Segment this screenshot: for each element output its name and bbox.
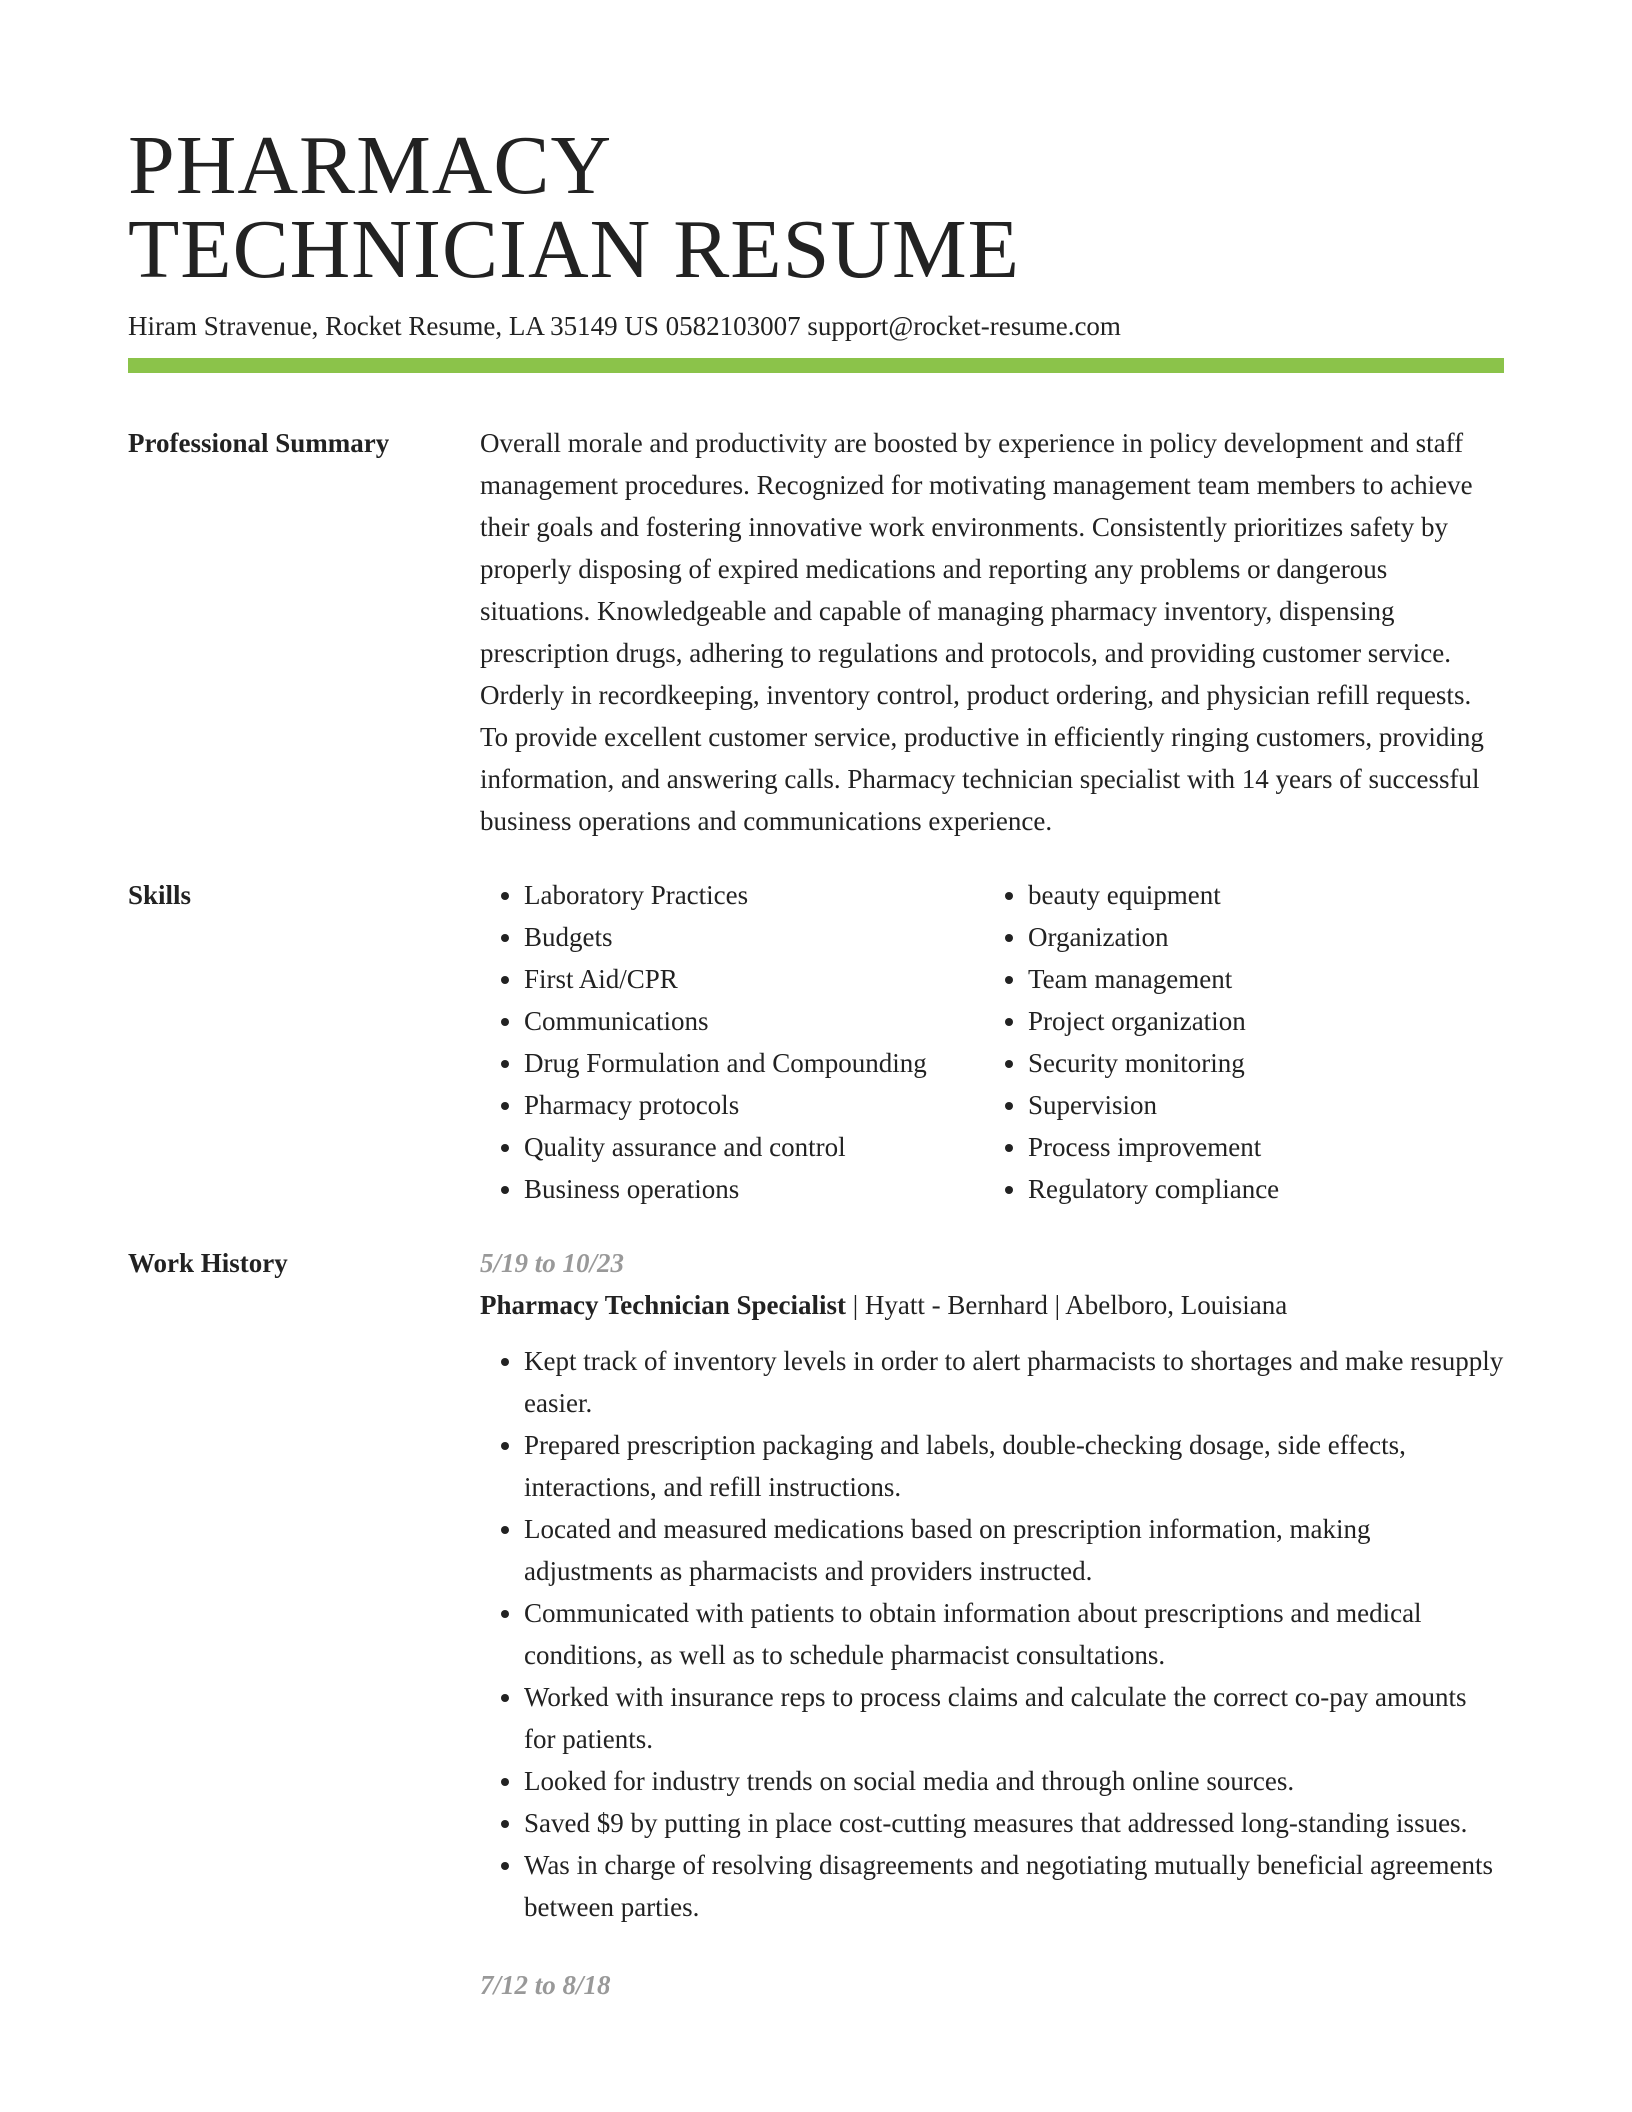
summary-text: Overall morale and productivity are boosted by experience in policy development and staff management procedures. Recognized for motivating management team members to achieve their goals and fostering innovative work environments. Consistently prioritizes safety by properly disposing of expired medications and reporting any problems or dangerous situations. Knowledgeable and capable of managing pharmacy inventory, dispensing prescription drugs, adhering to regulations and protocols, and providing customer service. Orderly in recordkeeping, inventory control, product ordering, and physician refill requests. To provide excellent customer service, productive in efficiently ringing customers, providing information, and answering calls. Pharmacy technician specialist with 14 years of successful business operations and communications experience. <box>480 428 1484 836</box>
skill-item: • Security monitoring <box>1028 1042 1279 1084</box>
skill-item: • Budgets <box>524 916 984 958</box>
job-title: Pharmacy Technician Specialist <box>480 1290 847 1320</box>
skill-item: • Business operations <box>524 1168 984 1210</box>
accent-divider <box>128 358 1504 373</box>
skill-item: • Project organization <box>1028 1000 1279 1042</box>
duty-item: • Located and measured medications based on prescription information, making adjustments as pharmacists and providers instructed. <box>524 1508 1504 1592</box>
skill-item: • First Aid/CPR <box>524 958 984 1000</box>
skill-item: • Pharmacy protocols <box>524 1084 984 1126</box>
duty-item: • Worked with insurance reps to process claims and calculate the correct co-pay amounts for patients. <box>524 1676 1504 1760</box>
skill-item: • Process improvement <box>1028 1126 1279 1168</box>
duty-item: • Looked for industry trends on social media and through online sources. <box>524 1760 1504 1802</box>
job-dates: 5/19 to 10/23 <box>480 1248 625 1278</box>
skill-item: • Organization <box>1028 916 1279 958</box>
job-heading <box>480 1284 1504 1326</box>
skill-item: • Team management <box>1028 958 1279 1000</box>
job-entry <box>480 1964 1504 2006</box>
section-label-skills: Skills <box>128 880 192 910</box>
skills-list-right <box>984 874 1279 1210</box>
skill-item: • Supervision <box>1028 1084 1279 1126</box>
skill-item: • Laboratory Practices <box>524 874 984 916</box>
job-duties-list <box>480 1340 1504 1928</box>
skills-section <box>128 874 1504 1210</box>
job-entry <box>480 1242 1504 1928</box>
section-label-summary: Professional Summary <box>128 428 390 458</box>
skill-item: • Drug Formulation and Compounding <box>524 1042 984 1084</box>
section-label-work: Work History <box>128 1248 288 1278</box>
resume-page <box>128 0 1504 2006</box>
duty-item: • Kept track of inventory levels in order to alert pharmacists to shortages and make resupply easier. <box>524 1340 1504 1424</box>
title-line-2: TECHNICIAN RESUME <box>128 203 1020 296</box>
skill-item: • Communications <box>524 1000 984 1042</box>
duty-item: • Communicated with patients to obtain information about prescriptions and medical conditions, as well as to schedule pharmacist consultations. <box>524 1592 1504 1676</box>
resume-title <box>128 0 1504 296</box>
title-line-1: PHARMACY <box>128 119 613 212</box>
professional-summary-section <box>128 422 1504 842</box>
work-history-section <box>128 1242 1504 2006</box>
contact-line: Hiram Stravenue, Rocket Resume, LA 35149 US 0582103007 support@rocket-resume.com <box>128 311 1121 341</box>
duty-item: • Was in charge of resolving disagreements and negotiating mutually beneficial agreements between parties. <box>524 1844 1504 1928</box>
skills-list-left <box>480 874 984 1210</box>
duty-item: • Prepared prescription packaging and labels, double-checking dosage, side effects, interactions, and refill instructions. <box>524 1424 1504 1508</box>
skill-item: • beauty equipment <box>1028 874 1279 916</box>
duty-item: • Saved $9 by putting in place cost-cutting measures that addressed long-standing issues. <box>524 1802 1504 1844</box>
skill-item: • Regulatory compliance <box>1028 1168 1279 1210</box>
job-dates: 7/12 to 8/18 <box>480 1970 611 2000</box>
skill-item: • Quality assurance and control <box>524 1126 984 1168</box>
job-employer-location: | Hyatt - Bernhard | Abelboro, Louisiana <box>846 1290 1288 1320</box>
